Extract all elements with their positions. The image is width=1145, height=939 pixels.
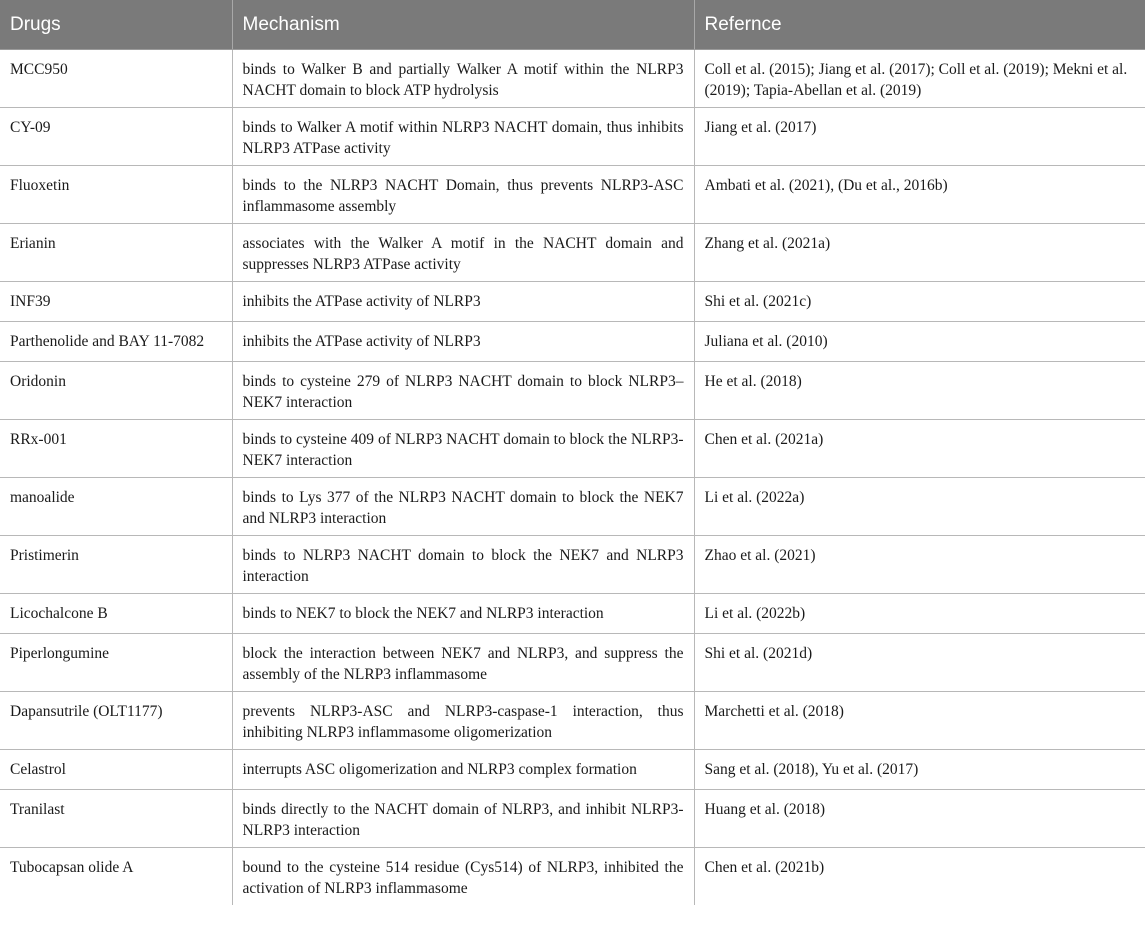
drug-cell: MCC950	[0, 50, 232, 108]
table-row	[0, 692, 1145, 750]
table-row	[0, 478, 1145, 536]
drug-cell: Erianin	[0, 224, 232, 282]
table-row	[0, 848, 1145, 906]
mechanism-cell: binds to cysteine 279 of NLRP3 NACHT domain to block NLRP3–NEK7 interaction	[232, 362, 694, 420]
header-row	[0, 0, 1145, 50]
reference-cell: Zhang et al. (2021a)	[694, 224, 1145, 282]
mechanism-cell: bound to the cysteine 514 residue (Cys514) of NLRP3, inhibited the activation of NLRP3 inflammasome	[232, 848, 694, 906]
reference-cell: Shi et al. (2021c)	[694, 282, 1145, 322]
table-row	[0, 594, 1145, 634]
table-row	[0, 790, 1145, 848]
drug-cell: CY-09	[0, 108, 232, 166]
header-mechanism: Mechanism	[232, 0, 694, 50]
reference-cell: Zhao et al. (2021)	[694, 536, 1145, 594]
reference-cell: Huang et al. (2018)	[694, 790, 1145, 848]
mechanism-cell: interrupts ASC oligomerization and NLRP3 complex formation	[232, 750, 694, 790]
table-row	[0, 166, 1145, 224]
reference-cell: Marchetti et al. (2018)	[694, 692, 1145, 750]
drug-cell: RRx-001	[0, 420, 232, 478]
drug-cell: Oridonin	[0, 362, 232, 420]
table-row	[0, 362, 1145, 420]
drug-cell: INF39	[0, 282, 232, 322]
mechanism-cell: binds to NEK7 to block the NEK7 and NLRP3 interaction	[232, 594, 694, 634]
drug-cell: Parthenolide and BAY 11-7082	[0, 322, 232, 362]
drug-cell: manoalide	[0, 478, 232, 536]
mechanism-cell: binds to cysteine 409 of NLRP3 NACHT domain to block the NLRP3-NEK7 interaction	[232, 420, 694, 478]
mechanism-cell: binds to Lys 377 of the NLRP3 NACHT domain to block the NEK7 and NLRP3 interaction	[232, 478, 694, 536]
table-row	[0, 282, 1145, 322]
drug-cell: Tubocapsan olide A	[10, 859, 134, 876]
drug-cell: Dapansutrile (OLT1177)	[0, 692, 232, 750]
mechanism-cell: binds to the NLRP3 NACHT Domain, thus prevents NLRP3-ASC inflammasome assembly	[232, 166, 694, 224]
reference-cell: Juliana et al. (2010)	[694, 322, 1145, 362]
header-reference: Refernce	[694, 0, 1145, 50]
mechanism-cell: binds to NLRP3 NACHT domain to block the NEK7 and NLRP3 interaction	[232, 536, 694, 594]
reference-cell: Ambati et al. (2021), (Du et al., 2016b)	[694, 166, 1145, 224]
reference-cell: Sang et al. (2018), Yu et al. (2017)	[694, 750, 1145, 790]
drug-cell: Licochalcone B	[0, 594, 232, 634]
table-row	[0, 750, 1145, 790]
reference-cell: He et al. (2018)	[694, 362, 1145, 420]
table-row	[0, 224, 1145, 282]
drug-cell: Pristimerin	[0, 536, 232, 594]
mechanism-cell: binds to Walker A motif within NLRP3 NACHT domain, thus inhibits NLRP3 ATPase activity	[232, 108, 694, 166]
drug-cell: Celastrol	[0, 750, 232, 790]
mechanism-cell: block the interaction between NEK7 and NLRP3, and suppress the assembly of the NLRP3 inflammasome	[232, 634, 694, 692]
drug-cell: Tranilast	[0, 790, 232, 848]
mechanism-cell: associates with the Walker A motif in the NACHT domain and suppresses NLRP3 ATPase activity	[232, 224, 694, 282]
reference-cell: Li et al. (2022b)	[694, 594, 1145, 634]
reference-cell: Chen et al. (2021b)	[694, 848, 1145, 906]
reference-cell: Chen et al. (2021a)	[694, 420, 1145, 478]
header-drugs: Drugs	[0, 0, 232, 50]
table-row	[0, 322, 1145, 362]
reference-cell: Coll et al. (2015); Jiang et al. (2017); Coll et al. (2019); Mekni et al. (2019); Tapia-Abellan et al. (2019)	[694, 50, 1145, 108]
table-row	[0, 634, 1145, 692]
mechanism-cell: inhibits the ATPase activity of NLRP3	[232, 322, 694, 362]
drug-cell: Fluoxetin	[0, 166, 232, 224]
table-row	[0, 420, 1145, 478]
mechanism-cell: binds directly to the NACHT domain of NLRP3, and inhibit NLRP3- NLRP3 interaction	[232, 790, 694, 848]
table-row	[0, 536, 1145, 594]
mechanism-cell: inhibits the ATPase activity of NLRP3	[232, 282, 694, 322]
reference-cell: Jiang et al. (2017)	[694, 108, 1145, 166]
drug-cell: Piperlongumine	[0, 634, 232, 692]
reference-cell: Li et al. (2022a)	[694, 478, 1145, 536]
reference-cell: Shi et al. (2021d)	[694, 634, 1145, 692]
table-row	[0, 108, 1145, 166]
table-row	[0, 50, 1145, 108]
mechanism-cell: binds to Walker B and partially Walker A motif within the NLRP3 NACHT domain to block ATP hydrolysis	[232, 50, 694, 108]
mechanism-cell: prevents NLRP3-ASC and NLRP3-caspase-1 interaction, thus inhibiting NLRP3 inflammasome oligomerization	[232, 692, 694, 750]
